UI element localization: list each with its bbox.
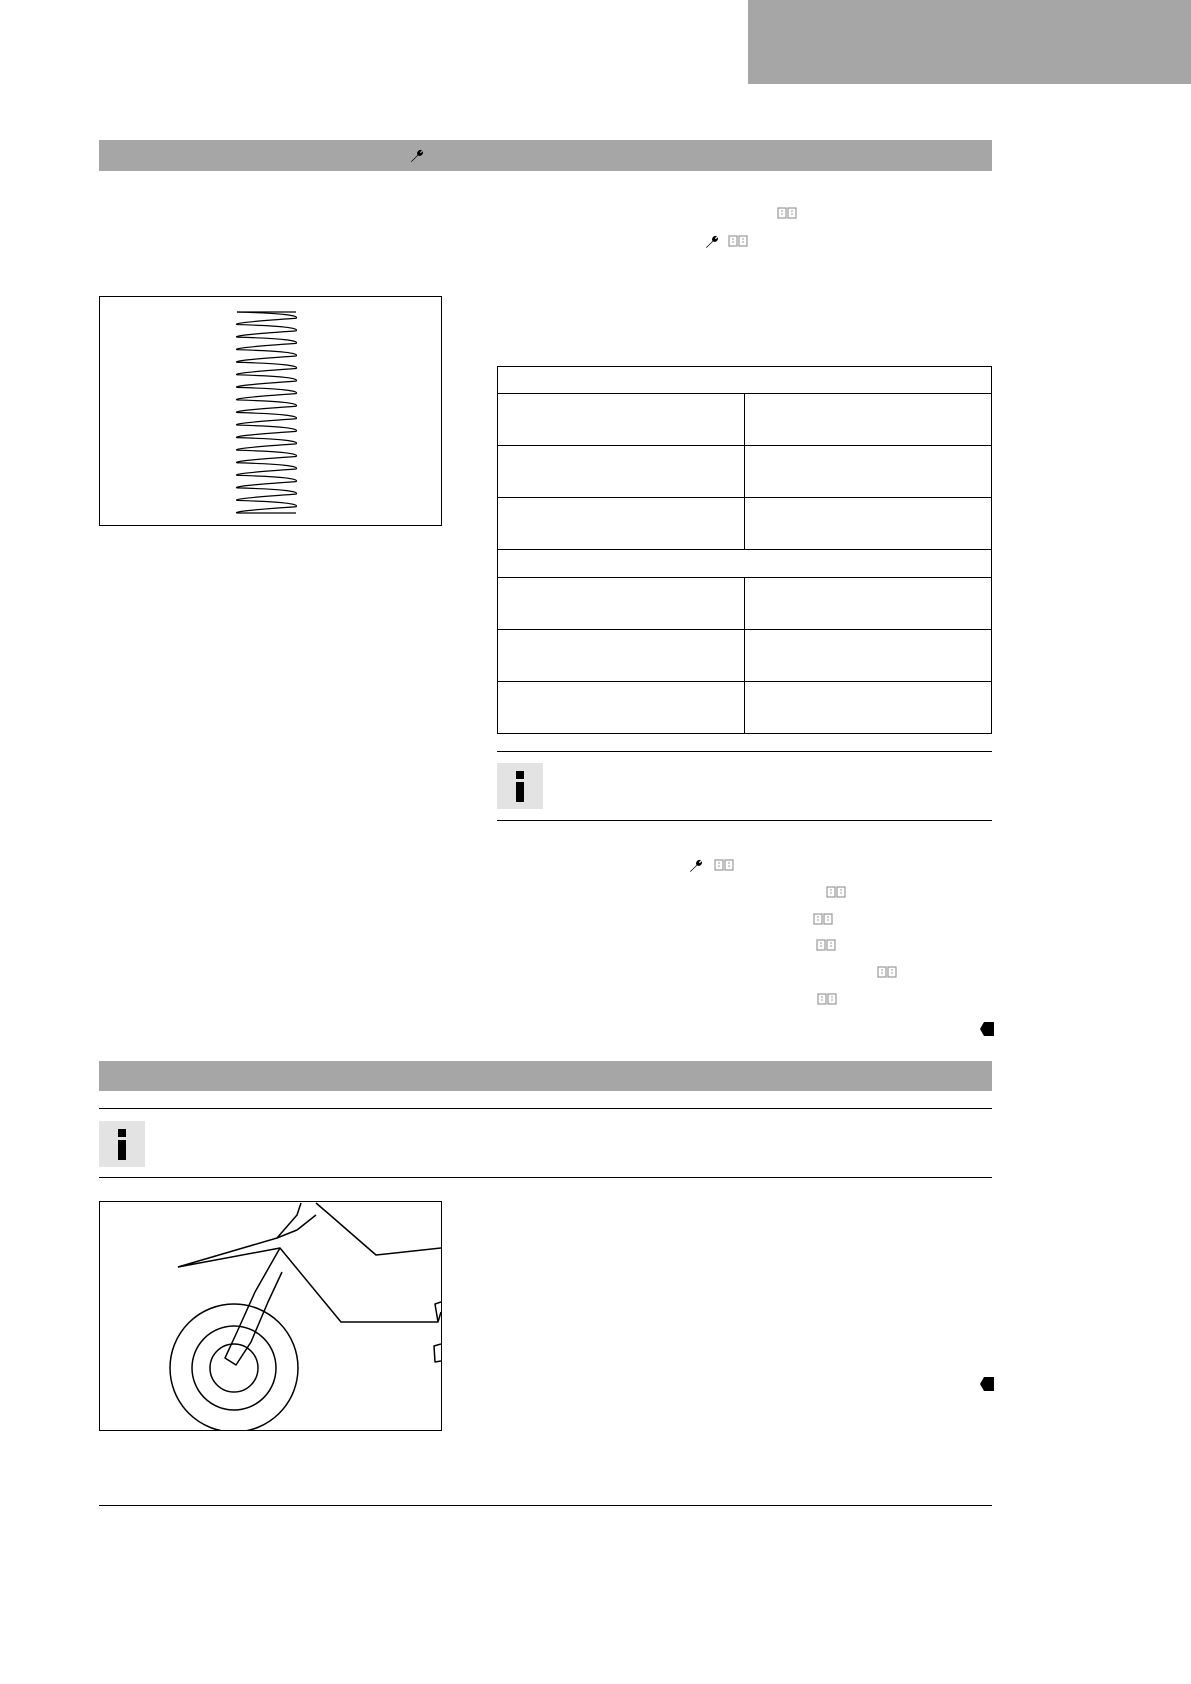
section-end-marker-icon bbox=[980, 1022, 994, 1036]
info-icon bbox=[99, 1121, 145, 1167]
manual-reference-icon[interactable] bbox=[714, 857, 734, 873]
row-label bbox=[498, 394, 745, 446]
row-label bbox=[498, 577, 745, 629]
row-value bbox=[745, 577, 992, 629]
page-footer-rule bbox=[99, 1505, 992, 1506]
manual-reference-icon[interactable] bbox=[816, 937, 836, 953]
manual-reference-icon[interactable] bbox=[817, 991, 837, 1007]
spec-table bbox=[497, 366, 992, 734]
section-header-bar bbox=[99, 140, 992, 171]
row-value bbox=[745, 394, 992, 446]
manual-reference-icon[interactable] bbox=[777, 205, 797, 221]
note-top-rule bbox=[497, 751, 992, 752]
row-value bbox=[745, 629, 992, 681]
note-top-rule bbox=[99, 1108, 992, 1109]
table-row bbox=[498, 394, 992, 446]
spring-figure bbox=[99, 296, 442, 526]
row-label bbox=[498, 446, 745, 498]
wrench-icon bbox=[688, 858, 704, 874]
row-label bbox=[498, 681, 745, 733]
manual-reference-icon[interactable] bbox=[877, 964, 897, 980]
manual-reference-icon[interactable] bbox=[728, 233, 748, 249]
table-row bbox=[498, 681, 992, 733]
row-value bbox=[745, 446, 992, 498]
group-heading-cell bbox=[498, 367, 992, 394]
section-header-bar bbox=[99, 1061, 992, 1091]
row-value bbox=[745, 498, 992, 550]
row-value bbox=[745, 681, 992, 733]
motorcycle-front-illustration bbox=[100, 1202, 441, 1430]
row-label bbox=[498, 629, 745, 681]
table-group-heading bbox=[498, 550, 992, 577]
motorcycle-figure bbox=[99, 1201, 442, 1431]
info-icon bbox=[497, 763, 543, 809]
table-row bbox=[498, 629, 992, 681]
note-bottom-rule bbox=[99, 1177, 992, 1178]
manual-reference-icon[interactable] bbox=[813, 911, 833, 927]
wrench-icon bbox=[704, 234, 720, 250]
manual-reference-icon[interactable] bbox=[826, 884, 846, 900]
note-bottom-rule bbox=[497, 820, 992, 821]
row-label bbox=[498, 498, 745, 550]
table-row bbox=[498, 498, 992, 550]
spring-illustration bbox=[100, 297, 441, 525]
wrench-icon bbox=[409, 148, 425, 164]
chapter-tab bbox=[748, 0, 1191, 84]
table-row bbox=[498, 446, 992, 498]
table-group-heading bbox=[498, 367, 992, 394]
section-end-marker-icon bbox=[980, 1377, 994, 1391]
group-heading-cell bbox=[498, 550, 992, 577]
table-row bbox=[498, 577, 992, 629]
